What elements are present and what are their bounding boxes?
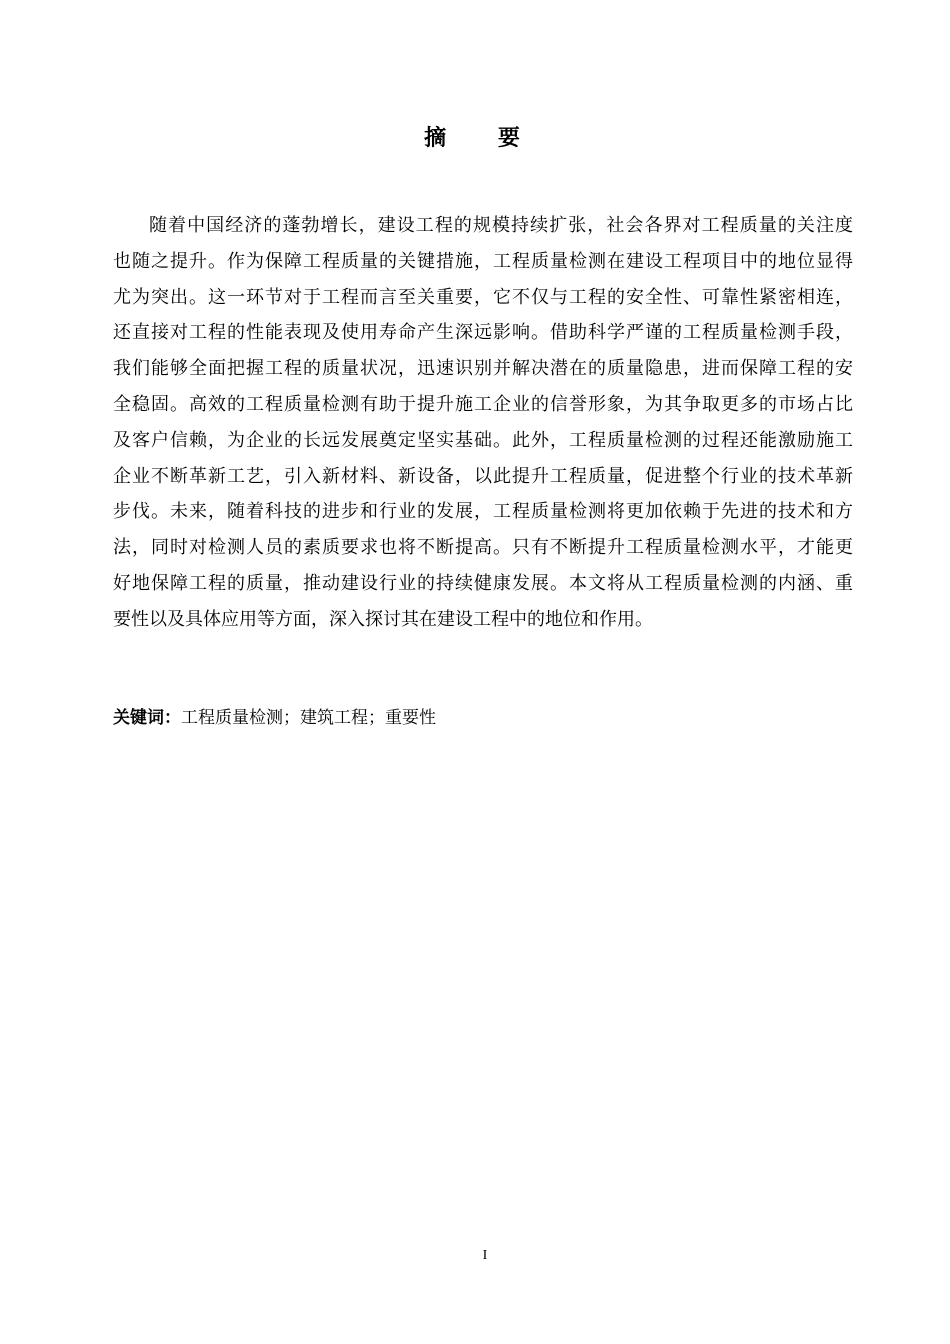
abstract-line: 也随之提升。作为保障工程质量的关键措施，工程质量检测在建设工程项目中的地位显得 bbox=[113, 250, 853, 272]
abstract-line: 法，同时对检测人员的素质要求也将不断提高。只有不断提升工程质量检测水平，才能更 bbox=[113, 537, 853, 559]
abstract-title: 摘 要 bbox=[424, 126, 542, 151]
abstract-line: 随着中国经济的蓬勃增长，建设工程的规模持续扩张，社会各界对工程质量的关注度 bbox=[149, 215, 853, 236]
abstract-line: 全稳固。高效的工程质量检测有助于提升施工企业的信誉形象，为其争取更多的市场占比 bbox=[113, 393, 853, 415]
keywords-line bbox=[113, 704, 436, 732]
abstract-line: 好地保障工程的质量，推动建设行业的持续健康发展。本文将从工程质量检测的内涵、重 bbox=[113, 572, 853, 594]
abstract-line: 还直接对工程的性能表现及使用寿命产生深远影响。借助科学严谨的工程质量检测手段， bbox=[113, 322, 853, 344]
abstract-line: 步伐。未来，随着科技的进步和行业的发展，工程质量检测将更加依赖于先进的技术和方 bbox=[113, 501, 853, 523]
keywords-value: 工程质量检测；建筑工程；重要性 bbox=[181, 708, 436, 728]
page-number: I bbox=[482, 1248, 488, 1263]
abstract-line: 我们能够全面把握工程的质量状况，迅速识别并解决潜在的质量隐患，进而保障工程的安 bbox=[113, 358, 853, 380]
abstract-line: 及客户信赖，为企业的长远发展奠定坚实基础。此外，工程质量检测的过程还能激励施工 bbox=[113, 429, 853, 451]
keywords-label: 关键词： bbox=[113, 708, 181, 728]
abstract-line: 企业不断革新工艺，引入新材料、新设备，以此提升工程质量，促进整个行业的技术革新 bbox=[113, 465, 853, 487]
abstract-body bbox=[113, 208, 853, 638]
abstract-line: 要性以及具体应用等方面，深入探讨其在建设工程中的地位和作用。 bbox=[113, 608, 653, 630]
abstract-line: 尤为突出。这一环节对于工程而言至关重要，它不仅与工程的安全性、可靠性紧密相连， bbox=[113, 286, 853, 308]
